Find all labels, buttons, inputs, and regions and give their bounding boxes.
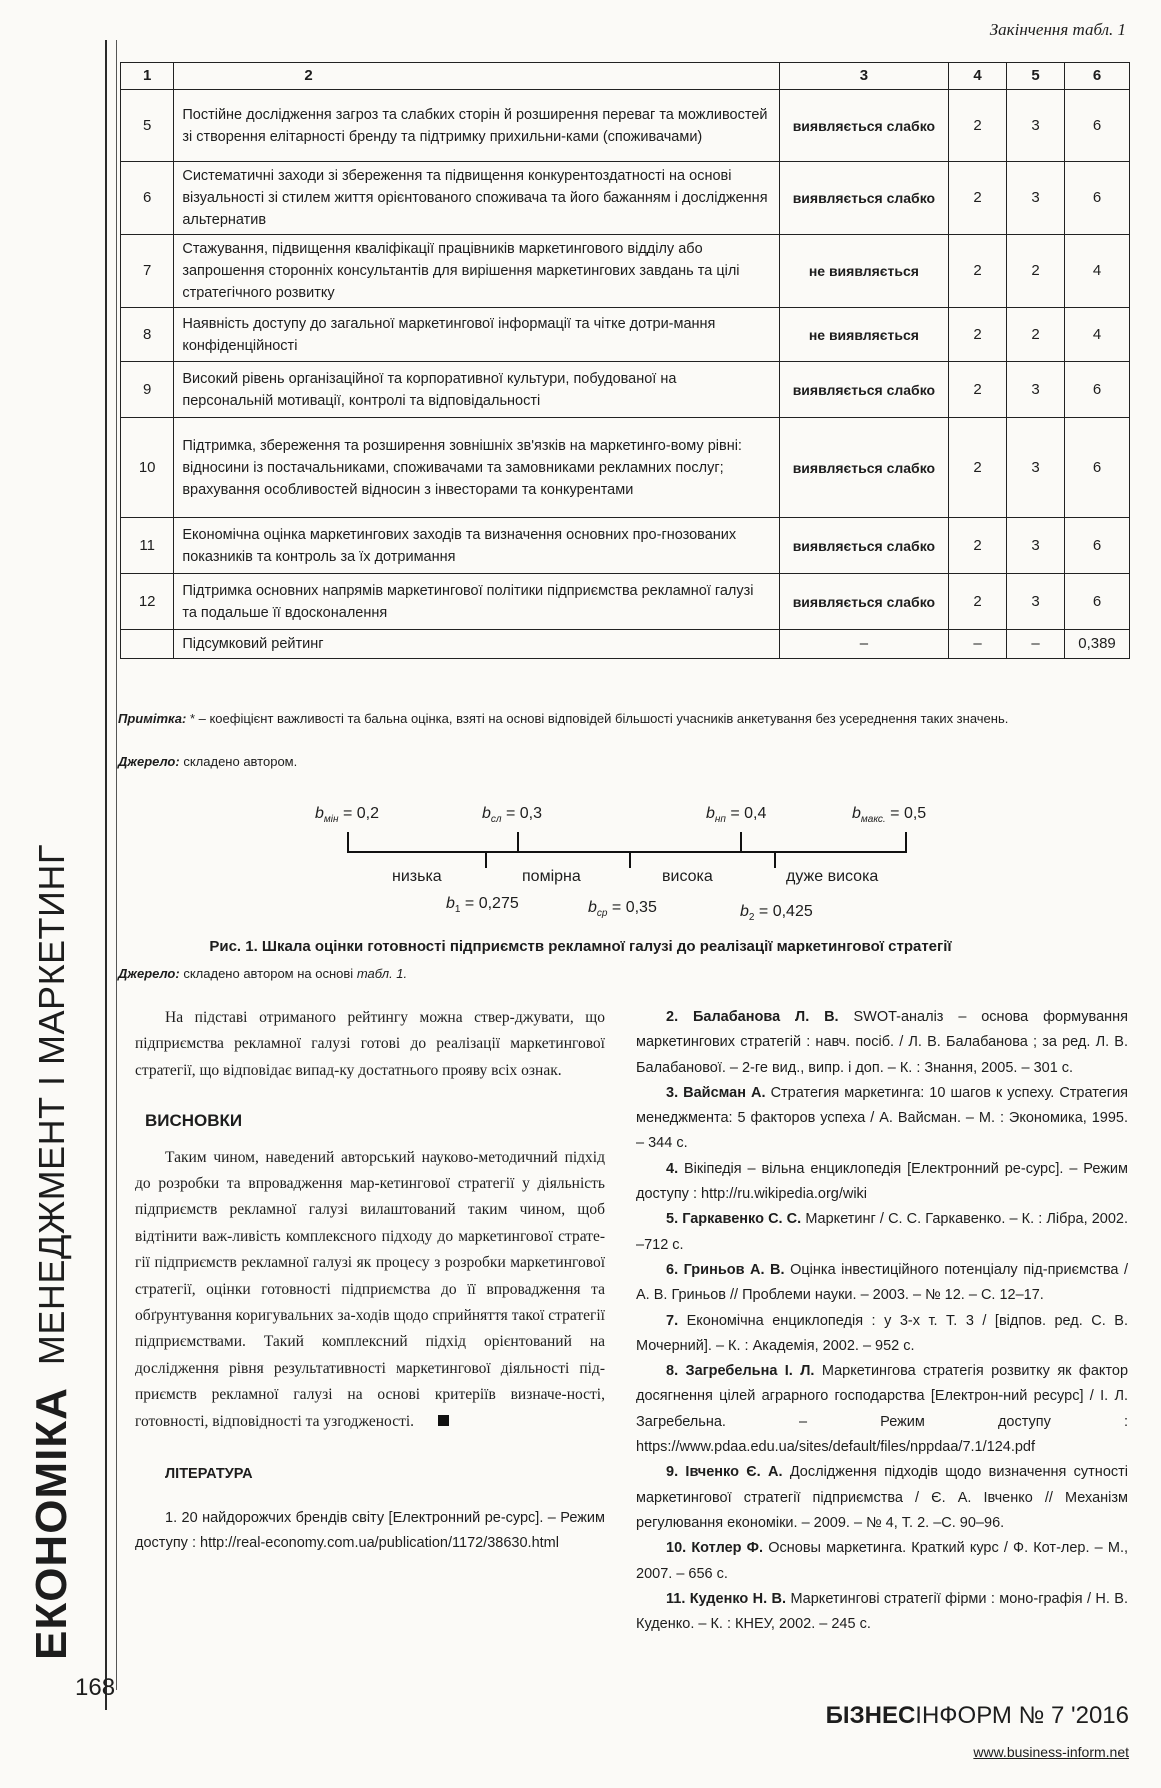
row-description: Постійне дослідження загроз та слабких сторін й розширення переваг та можливостей зі створення елітарності бренду та підтримку прихильни-ками (споживачами)	[174, 90, 779, 162]
row-description: Економічна оцінка маркетингових заходів та визначення основних про-гнозованих показників та контроль за їх дотримання	[174, 518, 779, 574]
row-value: 3	[1007, 418, 1065, 518]
row-value: 2	[949, 308, 1007, 362]
readiness-scale-figure	[300, 788, 940, 924]
table-header-row	[121, 63, 1130, 90]
figure-source	[118, 966, 407, 981]
summary-empty	[121, 630, 174, 659]
row-number: 11	[121, 518, 174, 574]
figure-caption: Рис. 1. Шкала оцінки готовності підприємств рекламної галузі до реалізації маркетингової стратегії	[209, 938, 952, 955]
summary-value: –	[779, 630, 948, 659]
row-value: 2	[1007, 235, 1065, 308]
data-table	[120, 62, 1130, 659]
note-label: Примітка:	[118, 711, 187, 726]
literature-heading: ЛІТЕРАТУРА	[165, 1466, 253, 1483]
row-criterion: не виявляється	[779, 235, 948, 308]
row-value: 2	[949, 90, 1007, 162]
end-of-article-mark	[438, 1415, 449, 1426]
side-section: МЕНЕДЖМЕНТ І МАРКЕТИНГ	[31, 844, 72, 1366]
row-value: 2	[949, 574, 1007, 630]
table-row	[121, 162, 1130, 235]
table-row	[121, 235, 1130, 308]
column-header: 5	[1007, 63, 1065, 90]
row-value: 6	[1065, 362, 1130, 418]
row-number: 5	[121, 90, 174, 162]
figure-source-text: складено автором на основі	[183, 966, 354, 981]
segment-label-low: низька	[392, 868, 442, 885]
scale-label-bsl: $b_{сл} = 0,3$	[482, 805, 543, 825]
row-value: 3	[1007, 518, 1065, 574]
reference-item: 3. Вайсман А. Стратегия маркетинга: 10 шагов к успеху. Стратегия менеджмента: 5 факторов успеха / А. Вайсман. – М. : Экономика, 1995. – 344 с.	[636, 1084, 1129, 1152]
figure-source-ref: табл. 1.	[356, 966, 408, 981]
column-header: 2	[174, 63, 779, 90]
scale-label-b2: $b_2 = 0,425$	[740, 903, 813, 923]
table-row	[121, 418, 1130, 518]
row-value: 4	[1065, 308, 1130, 362]
journal-url[interactable]: www.business-inform.net	[973, 1744, 1129, 1760]
row-value: 2	[949, 162, 1007, 235]
reference-item: 4. Вікіпедія – вільна енциклопедія [Електронний ре-сурс]. – Режим доступу : http://ru.wikipedia.org/wiki	[636, 1160, 1128, 1203]
row-value: 2	[949, 362, 1007, 418]
row-description: Наявність доступу до загальної маркетингової інформації та чітке дотри-мання конфіденційності	[174, 308, 779, 362]
row-number: 8	[121, 308, 174, 362]
reference-item: 10. Котлер Ф. Основы маркетинга. Краткий курс / Ф. Кот-лер. – М., 2007. – 656 с.	[636, 1540, 1129, 1582]
summary-row	[121, 630, 1130, 659]
reference-item: 7. Економічна енциклопедія : у 3-х т. Т. 3 / [відпов. ред. С. В. Мочерний]. – К. : Академія, 2002. – 952 с.	[636, 1312, 1128, 1354]
segment-label-very-high: дуже висока	[786, 868, 879, 885]
summary-value: –	[1007, 630, 1065, 659]
margin-rule-thin	[116, 40, 117, 1690]
table-row	[121, 518, 1130, 574]
reference-item: 2. Балабанова Л. В. SWOT-аналіз – основа формування маркетингових стратегій : навч. посіб. / Л. В. Балабанова ; за ред. Л. В. Балабанової. – 2-ге вид., випр. і доп. – К. : Знання, 2005. – 301 с.	[636, 1009, 1129, 1076]
table-caption: Закінчення табл. 1	[989, 20, 1126, 39]
row-description: Підтримка основних напрямів маркетингової політики підприємства рекламної галузі та подальше її вдосконалення	[174, 574, 779, 630]
row-number: 7	[121, 235, 174, 308]
row-number: 6	[121, 162, 174, 235]
table-row	[121, 308, 1130, 362]
figure-source-label: Джерело:	[118, 966, 180, 981]
reference-item: 1. 20 найдорожчих брендів світу [Електронний ре-сурс]. – Режим доступу : http://real-economy.com.ua/publication/1172/38630.html	[135, 1509, 605, 1551]
scale-label-bnp: $b_{нп} = 0,4$	[706, 805, 767, 825]
row-value: 3	[1007, 90, 1065, 162]
row-criterion: не виявляється	[779, 308, 948, 362]
scale-label-bsr: $b_{ср} = 0,35$	[588, 899, 657, 919]
row-number: 10	[121, 418, 174, 518]
row-criterion: виявляється слабко	[779, 162, 948, 235]
row-value: 3	[1007, 362, 1065, 418]
reference-item: 8. Загребельна І. Л. Маркетингова стратегія розвитку як фактор досягнення цілей аграрного господарства [Електрон-ний ресурс] / І. Л. Загребельна. – Режим доступу : https://www.pdaa.edu.ua/sites/default/files/nppdaa/7.1/124.pdf	[636, 1363, 1129, 1456]
table-source	[118, 754, 297, 769]
row-value: 6	[1065, 418, 1130, 518]
scale-label-bmin: $b_{мін} = 0,2$	[315, 805, 379, 825]
column-header: 1	[121, 63, 174, 90]
row-value: 6	[1065, 518, 1130, 574]
row-value: 3	[1007, 162, 1065, 235]
column-header: 6	[1065, 63, 1130, 90]
row-value: 6	[1065, 90, 1130, 162]
source-label: Джерело:	[118, 754, 180, 769]
row-value: 2	[949, 418, 1007, 518]
summary-value: 0,389	[1065, 630, 1130, 659]
row-description: Високий рівень організаційної та корпоративної культури, побудованої на персональній мотивації, контролі та відповідальності	[174, 362, 779, 418]
row-number: 9	[121, 362, 174, 418]
row-value: 2	[949, 235, 1007, 308]
segment-label-high: висока	[662, 868, 713, 885]
reference-item: 6. Гриньов А. В. Оцінка інвестиційного потенціалу під-приємства / А. В. Гриньов // Проблеми науки. – 2003. – № 12. – С. 12–17.	[636, 1261, 1128, 1304]
margin-rule	[105, 40, 107, 1710]
note-text: * – коефіцієнт важливості та бальна оцінка, взяті на основі відповідей більшості учасників анкетування без усереднення таких значень.	[189, 711, 1009, 726]
column-header: 3	[779, 63, 948, 90]
column-header: 4	[949, 63, 1007, 90]
row-description: Стажування, підвищення кваліфікації працівників маркетингового відділу або запрошення сторонніх консультантів для вирішення маркетингових завдань та цілі стратегічного розвитку	[174, 235, 779, 308]
right-column	[636, 1005, 1128, 1637]
row-value: 3	[1007, 574, 1065, 630]
source-text: складено автором.	[183, 754, 298, 769]
conclusions-text: Таким чином, наведений авторський науково-методичний підхід до розробки та впровадження мар-кетингової стратегії у діяльність підприємств рекламної галузі вилаштований таким чином, щоб відтінити важ-ливість комплексного підходу до маркетингової страте-гії підприємств рекламної галузі як процесу з розробки маркетингової стратегії, оцінки готовності підприємства до її впровадження та обґрунтування коригувальних за-ходів щодо сприйняття такої стратегії підприємствами. Такий комплексний підхід орієнтований на дослідження рівня результативності маркетингової діяльності під-приємств рекламної галузі на основі критеріїв визначе-ності, готовності, відповідності та узгодженості.	[135, 1148, 605, 1430]
table-row	[121, 362, 1130, 418]
summary-value: –	[949, 630, 1007, 659]
conclusions-paragraph	[135, 1145, 605, 1435]
row-value: 2	[949, 518, 1007, 574]
left-column	[135, 1005, 605, 1556]
row-number: 12	[121, 574, 174, 630]
summary-label: Підсумковий рейтинг	[174, 630, 779, 659]
row-value: 6	[1065, 574, 1130, 630]
table-row	[121, 574, 1130, 630]
table-row	[121, 90, 1130, 162]
conclusions-heading: ВИСНОВКИ	[145, 1111, 243, 1131]
scale-label-b1: $b_1 = 0,275$	[446, 895, 519, 915]
scale-label-bmax: $b_{макс.} = 0,5$	[852, 805, 927, 825]
row-criterion: виявляється слабко	[779, 518, 948, 574]
row-criterion: виявляється слабко	[779, 362, 948, 418]
paragraph: На підставі отриманого рейтингу можна ствер-джувати, що підприємства рекламної галузі готові до реалізації маркетингової стратегії, що відповідає випад-ку достатнього прояву всіх ознак.	[135, 1009, 605, 1079]
row-value: 6	[1065, 162, 1130, 235]
side-brand: ЕКОНОМІКА	[27, 1387, 76, 1660]
page-number: 168	[75, 1674, 116, 1701]
reference-item: 9. Івченко Є. А. Дослідження підходів щодо визначення сутності маркетингової стратегії підприємства / Є. А. Івченко // Механізм регулювання економіки. – 2009. – № 4, Т. 2. –С. 90–96.	[636, 1464, 1128, 1531]
row-criterion: виявляється слабко	[779, 90, 948, 162]
segment-label-moderate: помірна	[522, 868, 581, 885]
reference-item: 11. Куденко Н. В. Маркетингові стратегії фірми : моно-графія / Н. В. Куденко. – К. : КНЕУ, 2002. – 245 с.	[636, 1590, 1129, 1633]
side-running-head	[22, 844, 82, 1660]
row-criterion: виявляється слабко	[779, 574, 948, 630]
row-description: Систематичні заходи зі збереження та підвищення конкурентоздатності на основі візуальності зі стилем життя орієнтованого споживача та його бажанням і дослідження альтернатив	[174, 162, 779, 235]
row-value: 2	[1007, 308, 1065, 362]
reference-item: 5. Гаркавенко С. С. Маркетинг / С. С. Гаркавенко. – К. : Лібра, 2002. –712 с.	[636, 1211, 1129, 1253]
table-note	[118, 710, 1128, 728]
journal-name: БІЗНЕСІНФОРМ № 7 '2016	[825, 1702, 1129, 1729]
row-criterion: виявляється слабко	[779, 418, 948, 518]
row-description: Підтримка, збереження та розширення зовнішніх зв'язків на маркетинго-вому рівні: відносини із постачальниками, споживачами та замовниками рекламних послуг; врахування особливостей відносин з інвесторами та конкурентами	[174, 418, 779, 518]
row-value: 4	[1065, 235, 1130, 308]
